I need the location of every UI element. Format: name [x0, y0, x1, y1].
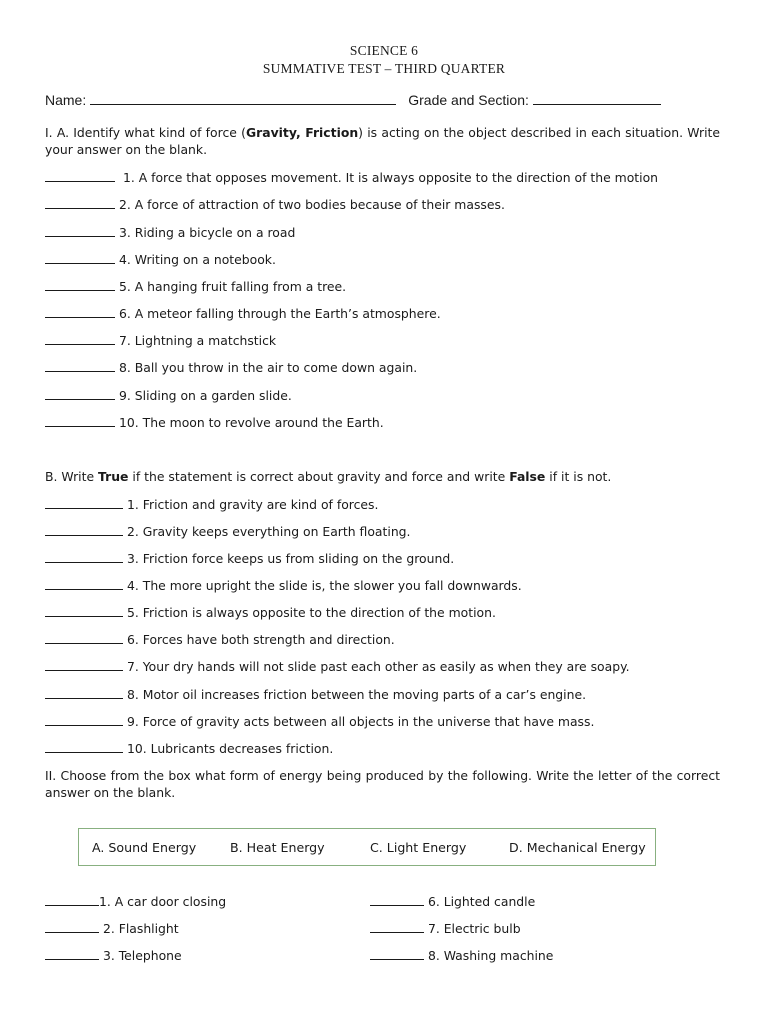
list-item	[45, 686, 586, 703]
answer-blank[interactable]	[45, 496, 123, 509]
name-label: Name:	[45, 92, 87, 108]
item-text: 2. Flashlight	[99, 921, 179, 936]
item-text: 7. Electric bulb	[424, 921, 521, 936]
item-text: 8. Ball you throw in the air to come down again.	[119, 360, 418, 375]
answer-blank[interactable]	[45, 658, 123, 671]
answer-blank[interactable]	[45, 920, 99, 933]
answer-blank[interactable]	[45, 523, 123, 536]
instr-text: if it is not.	[545, 469, 612, 484]
test-title: SUMMATIVE TEST – THIRD QUARTER	[262, 61, 506, 76]
answer-blank[interactable]	[45, 893, 99, 906]
item-text: 10. Lubricants decreases friction.	[127, 741, 334, 756]
item-text: 2. Gravity keeps everything on Earth floating.	[127, 524, 411, 539]
item-text: 6. Lighted candle	[424, 894, 536, 909]
list-item	[45, 387, 292, 404]
answer-blank[interactable]	[45, 550, 123, 563]
instr-bold: Gravity, Friction	[245, 125, 359, 140]
answer-blank[interactable]	[370, 920, 424, 933]
item-text: 3. Telephone	[99, 948, 182, 963]
answer-blank[interactable]	[45, 604, 123, 617]
instr-text: if the statement is correct about gravity and force and write	[128, 469, 510, 484]
item-text: 8. Motor oil increases friction between the moving parts of a car’s engine.	[127, 687, 587, 702]
list-item	[45, 550, 454, 567]
answer-blank[interactable]	[45, 332, 115, 345]
answer-blank[interactable]	[45, 224, 115, 237]
option-b: B. Heat Energy	[230, 840, 325, 855]
item-text: 7. Lightning a matchstick	[119, 333, 277, 348]
answer-blank[interactable]	[45, 278, 115, 291]
item-text: 8. Washing machine	[424, 948, 554, 963]
answer-blank[interactable]	[45, 631, 123, 644]
list-item	[45, 893, 226, 910]
option-c: C. Light Energy	[370, 840, 467, 855]
answer-blank[interactable]	[45, 947, 99, 960]
item-text: 9. Force of gravity acts between all objects in the universe that have mass.	[127, 714, 595, 729]
item-text: 6. A meteor falling through the Earth’s atmosphere.	[119, 306, 441, 321]
item-text: 6. Forces have both strength and direction.	[127, 632, 395, 647]
list-item	[45, 920, 179, 937]
list-item	[45, 496, 378, 513]
option-a: A. Sound Energy	[92, 840, 197, 855]
list-item	[45, 224, 295, 241]
item-text: 9. Sliding on a garden slide.	[119, 388, 292, 403]
instr-bold-true: True	[98, 469, 129, 484]
list-item	[45, 414, 384, 431]
answer-blank[interactable]	[45, 740, 123, 753]
instr-text: B. Write	[45, 469, 99, 484]
item-text: 4. Writing on a notebook.	[119, 252, 276, 267]
list-item	[45, 631, 395, 648]
list-item	[45, 278, 346, 295]
grade-section-blank[interactable]	[533, 92, 661, 105]
list-item	[45, 196, 505, 213]
list-item	[370, 947, 553, 964]
answer-blank[interactable]	[45, 196, 115, 209]
answer-blank[interactable]	[45, 251, 115, 264]
part1b-instructions	[45, 468, 720, 485]
item-text: 5. A hanging fruit falling from a tree.	[119, 279, 347, 294]
list-item	[370, 920, 521, 937]
item-text: 2. A force of attraction of two bodies because of their masses.	[119, 197, 505, 212]
item-text: 3. Riding a bicycle on a road	[119, 225, 296, 240]
name-blank[interactable]	[90, 92, 396, 105]
answer-choices-box	[78, 828, 656, 866]
item-text: 5. Friction is always opposite to the direction of the motion.	[127, 605, 496, 620]
list-item	[45, 713, 594, 730]
part2-instructions: II. Choose from the box what form of energy being produced by the following. Write the letter of the correct answer on the blank.	[45, 768, 720, 800]
instr-bold-false: False	[509, 469, 546, 484]
answer-blank[interactable]	[45, 577, 123, 590]
item-text: 7. Your dry hands will not slide past each other as easily as when they are soapy.	[127, 659, 630, 674]
part1a-instructions	[45, 124, 720, 158]
subject-title: SCIENCE 6	[349, 43, 419, 58]
list-item	[45, 947, 182, 964]
name-grade-line	[45, 92, 725, 108]
grade-section-label: Grade and Section:	[408, 92, 529, 108]
instr-text: I. A. Identify what kind of force (	[45, 125, 246, 140]
list-item	[370, 893, 535, 910]
list-item	[45, 658, 630, 675]
list-item	[45, 305, 441, 322]
answer-blank[interactable]	[370, 947, 424, 960]
list-item	[45, 359, 417, 376]
list-item	[45, 332, 276, 349]
list-item	[45, 169, 658, 186]
answer-blank[interactable]	[45, 414, 115, 427]
item-text: 4. The more upright the slide is, the slower you fall downwards.	[127, 578, 522, 593]
answer-blank[interactable]	[45, 713, 123, 726]
instr-text: ) is acting on the object described in each situation. Write your answer on the blank.	[45, 125, 721, 157]
list-item	[45, 577, 522, 594]
answer-blank[interactable]	[45, 686, 123, 699]
item-text: 1. A force that opposes movement. It is always opposite to the direction of the motion	[119, 170, 659, 185]
answer-blank[interactable]	[45, 169, 115, 182]
item-text: 3. Friction force keeps us from sliding on the ground.	[127, 551, 455, 566]
item-text: 10. The moon to revolve around the Earth.	[119, 415, 384, 430]
answer-blank[interactable]	[45, 359, 115, 372]
item-text: 1. Friction and gravity are kind of forces.	[127, 497, 379, 512]
list-item	[45, 523, 410, 540]
option-d: D. Mechanical Energy	[509, 840, 646, 855]
list-item	[45, 740, 333, 757]
answer-blank[interactable]	[370, 893, 424, 906]
list-item	[45, 251, 276, 268]
answer-blank[interactable]	[45, 387, 115, 400]
item-text: 1. A car door closing	[99, 894, 227, 909]
answer-blank[interactable]	[45, 305, 115, 318]
list-item	[45, 604, 496, 621]
